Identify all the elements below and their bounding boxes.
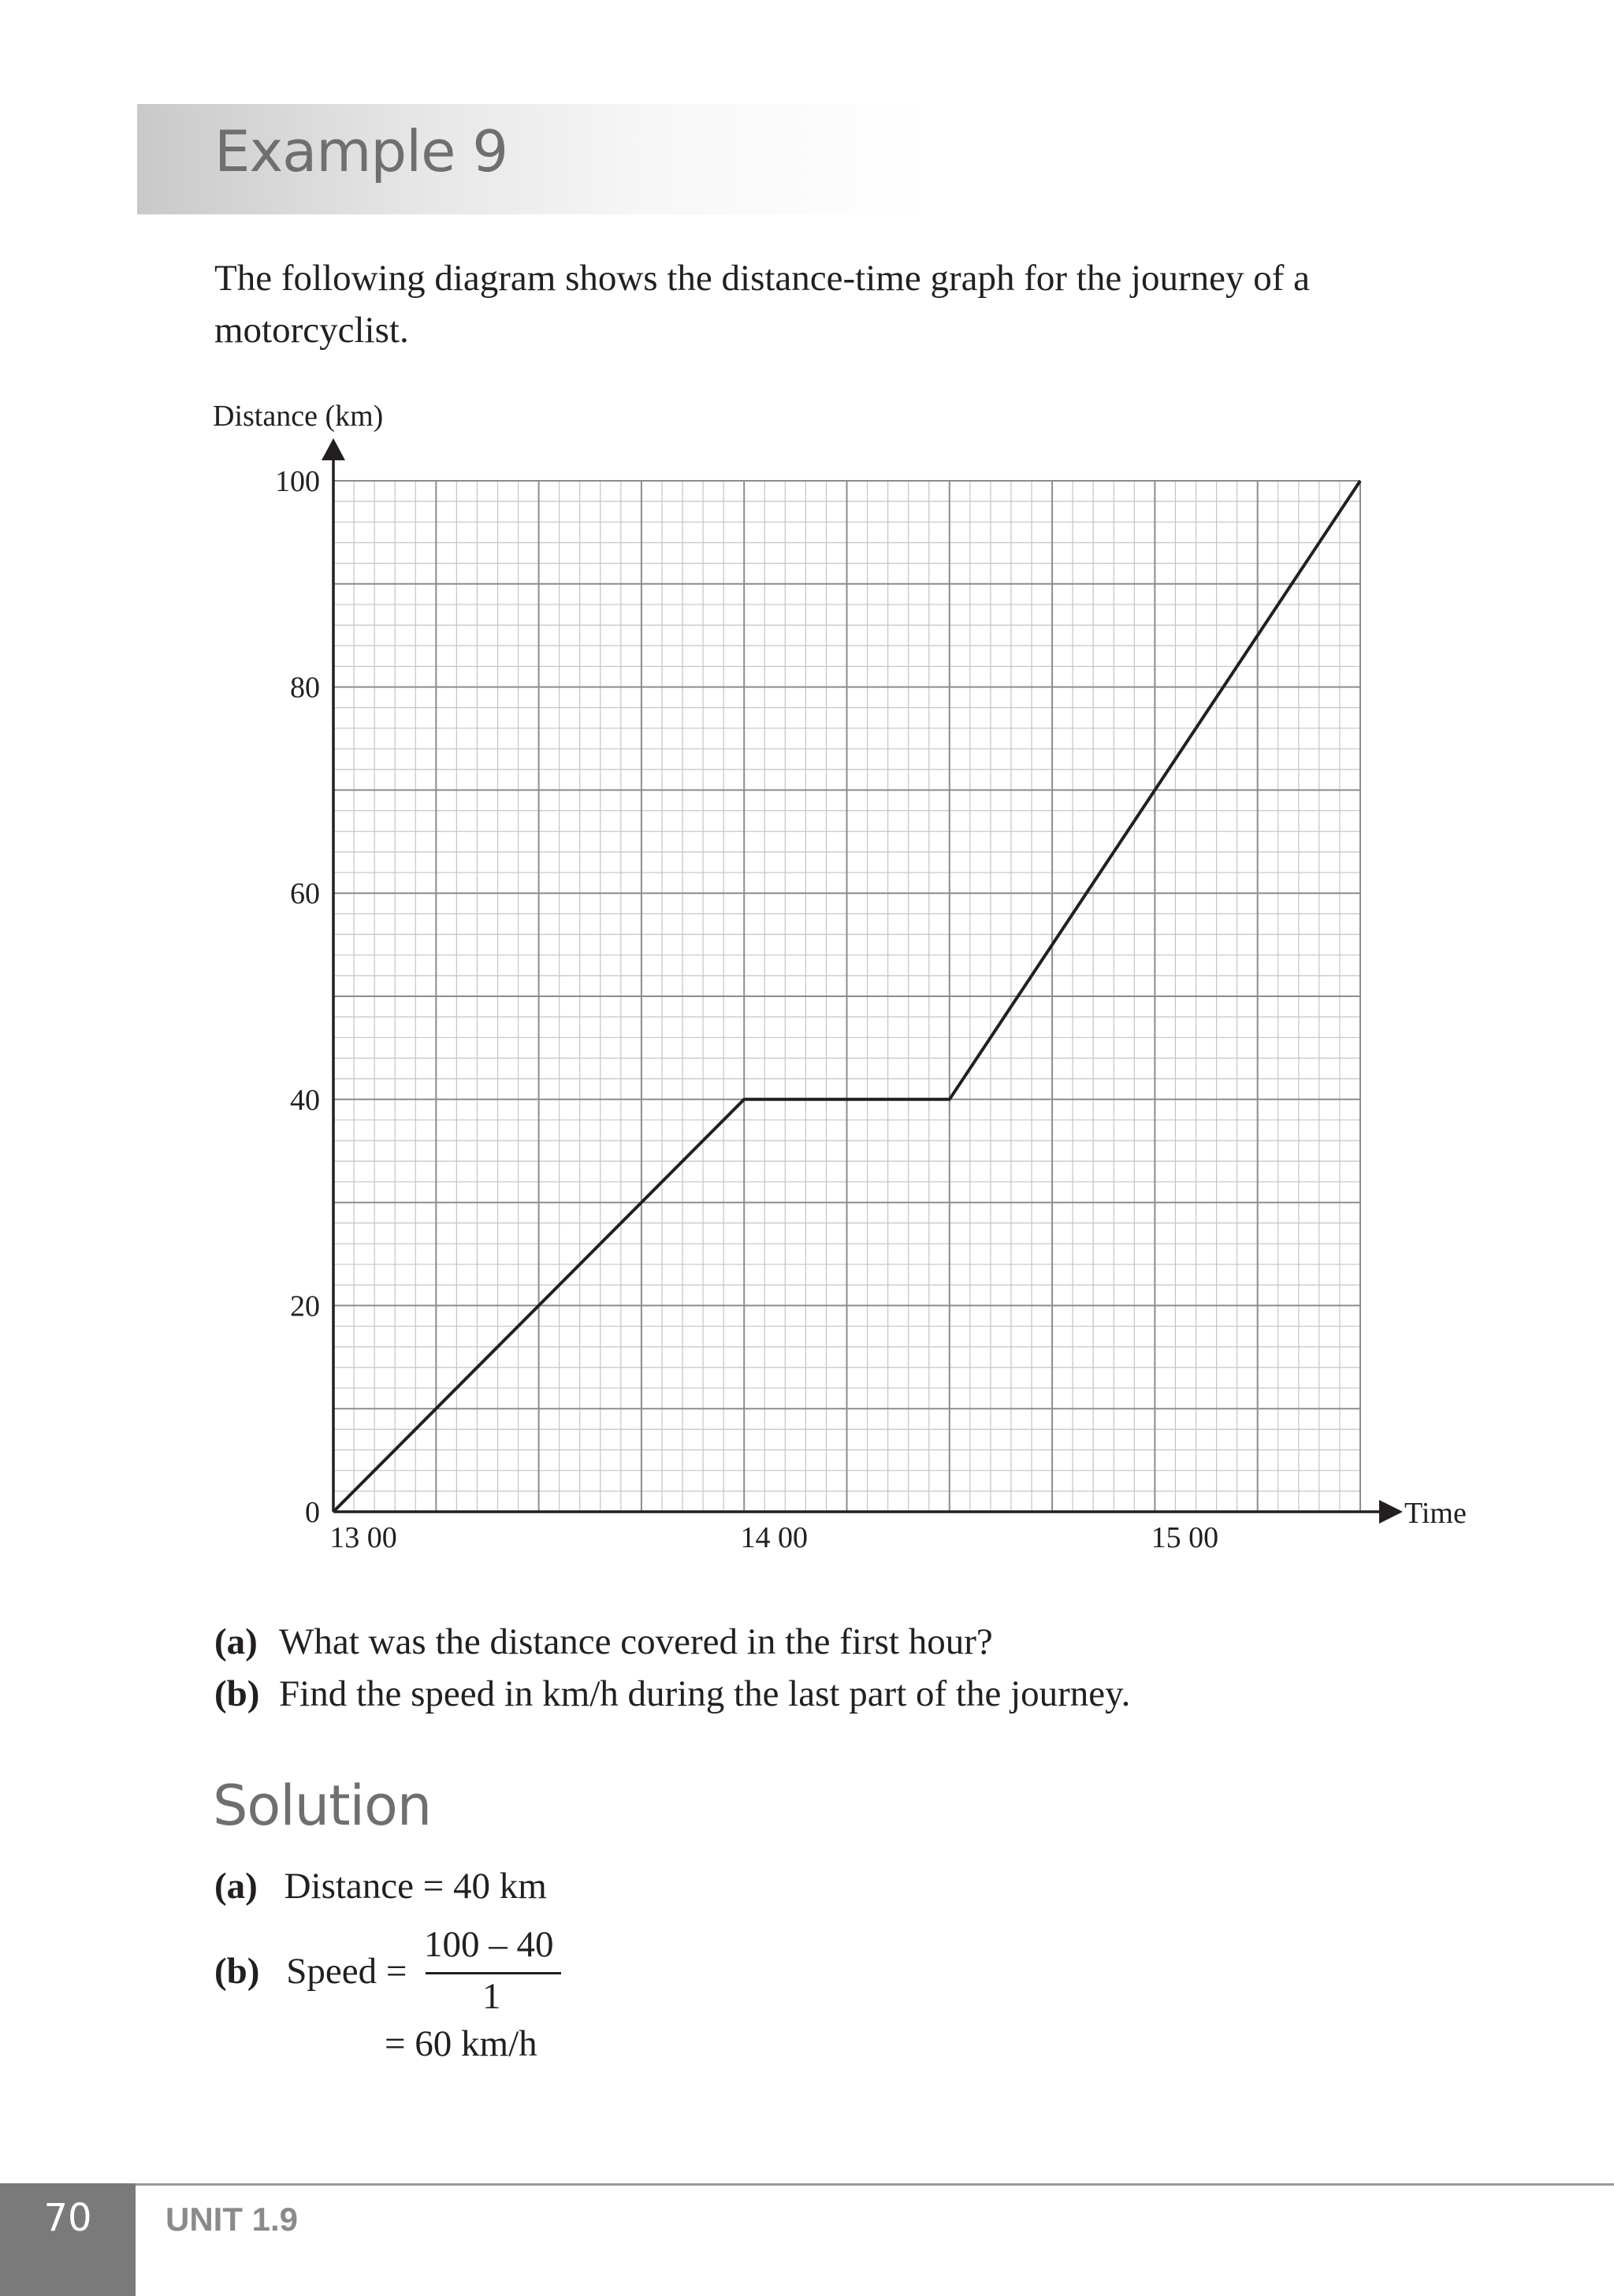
y-tick-label: 100 — [275, 465, 320, 498]
solution-b-text: Speed = — [286, 1951, 407, 1992]
y-tick-label: 20 — [290, 1289, 320, 1323]
x-axis-label: Time — [1404, 1497, 1467, 1530]
fraction-denominator: 1 — [482, 1976, 501, 2017]
solution-a-label: (a) — [214, 1866, 258, 1907]
solution-a — [214, 1865, 547, 1907]
solution-b-result: = 60 km/h — [385, 2023, 537, 2064]
question-a-label: (a) — [214, 1621, 258, 1662]
x-tick-label: 13 00 — [329, 1521, 397, 1554]
solution-title: Solution — [213, 1773, 432, 1838]
example-title: Example 9 — [214, 118, 508, 184]
question-a-text: What was the distance covered in the first hour? — [279, 1621, 993, 1662]
fraction-numerator: 100 – 40 — [424, 1924, 554, 1965]
solution-a-text: Distance = 40 km — [284, 1866, 547, 1907]
y-tick-label: 60 — [290, 877, 320, 911]
intro-line-2: motorcyclist. — [214, 310, 409, 351]
x-tick-label: 14 00 — [740, 1521, 808, 1554]
unit-label: UNIT 1.9 — [165, 2201, 299, 2238]
y-tick-label: 0 — [305, 1496, 320, 1529]
tick-labels — [275, 465, 1218, 1554]
y-tick-label: 40 — [290, 1083, 320, 1117]
page-number: 70 — [43, 2196, 92, 2240]
x-axis-arrow — [1379, 1500, 1403, 1524]
question-b — [214, 1668, 1130, 1720]
question-a — [214, 1616, 1130, 1668]
y-axis-arrow — [322, 438, 345, 460]
y-tick-label: 80 — [290, 671, 320, 705]
fraction-bar — [426, 1972, 561, 1974]
questions — [214, 1616, 1130, 1720]
y-axis-label: Distance (km) — [213, 400, 384, 433]
intro-line-1: The following diagram shows the distance-time graph for the journey of a — [214, 258, 1311, 299]
solution-b-label: (b) — [214, 1951, 260, 1992]
question-b-text: Find the speed in km/h during the last part of the journey. — [279, 1673, 1131, 1714]
footer-rule — [136, 2183, 1614, 2186]
x-tick-label: 15 00 — [1151, 1521, 1219, 1554]
solution-b — [214, 1950, 407, 1993]
question-b-label: (b) — [214, 1673, 260, 1714]
